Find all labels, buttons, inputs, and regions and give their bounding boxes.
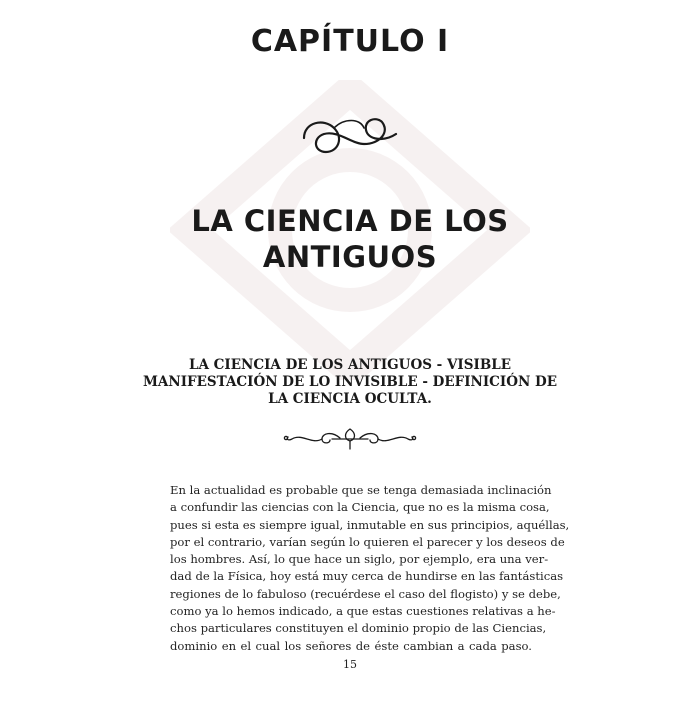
body-line: como ya lo hemos indicado, a que estas cuestiones relativas a he- [170, 604, 556, 619]
body-line: dad de la Física, hoy está muy cerca de hundirse en las fantásticas [170, 569, 564, 584]
chapter-heading: CAPÍTULO I [250, 24, 450, 59]
body-line: chos particulares constituyen el dominio propio de las Ciencias, [170, 621, 547, 636]
page-number: 15 [343, 658, 357, 671]
chapter-subtitle: LA CIENCIA DE LOS ANTIGUOS - VISIBLE MANIFESTACIÓN DE LO INVISIBLE - DEFINICIÓN DE LA CIENCIA OCULTA. [142, 357, 558, 407]
body-line: dominio en el cual los señores de éste cambian a cada paso. [170, 638, 532, 653]
body-line: los hombres. Así, lo que hace un siglo, por ejemplo, era una ver- [170, 552, 549, 567]
calligraphic-swirl-icon [298, 108, 402, 158]
body-paragraph [170, 482, 570, 655]
body-line: por el contrario, varían según lo quieren el parecer y los deseos de [170, 534, 565, 549]
body-line: En la actualidad es probable que se tenga demasiada inclinación [170, 483, 552, 497]
chapter-title: LA CIENCIA DE LOS ANTIGUOS [191, 204, 509, 274]
scroll-ornament-icon [282, 425, 418, 451]
body-line: a confundir las ciencias con la Ciencia, que no es la misma cosa, [170, 500, 550, 515]
body-line: regiones de lo fabuloso (recuérdese el caso del flogisto) y se debe, [170, 586, 561, 601]
body-line: pues si esta es siempre igual, inmutable en sus principios, aquéllas, [170, 517, 570, 532]
